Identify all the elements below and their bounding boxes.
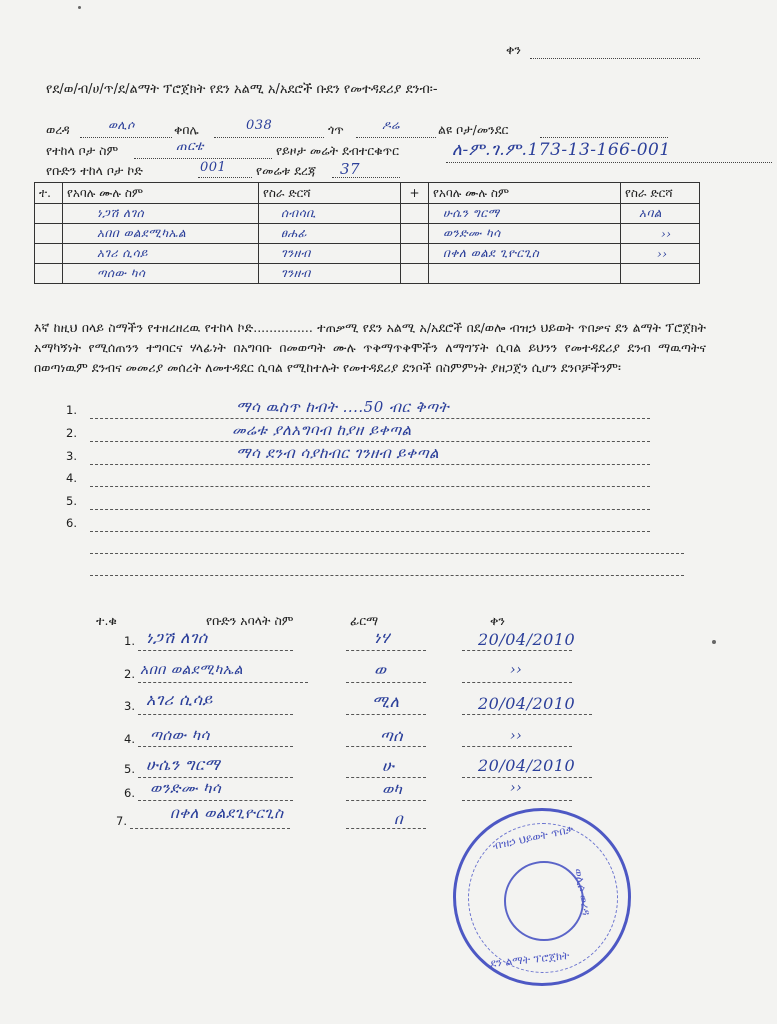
sign-date: ›› [510, 780, 523, 796]
sign-date: ›› [510, 728, 523, 744]
sign-date-line [462, 682, 572, 683]
sign-name-line [138, 650, 293, 651]
sign-name: ወንድሙ ካሳ [150, 779, 222, 797]
scan-speck [712, 640, 716, 644]
sign-date: 20/04/2010 [478, 630, 576, 649]
rule-number: 6. [66, 516, 77, 530]
sign-signature: ሁ [382, 756, 395, 775]
rule-text: መሬቱ ያለአግባብ ከያዘ ይቀጣል [232, 421, 412, 439]
rule-number: 5. [66, 494, 77, 508]
table-header-row [35, 183, 700, 204]
left-role: ሰብሳቢ [259, 204, 401, 224]
date-label: ቀን [506, 42, 521, 57]
land-grade-label: የመሬቱ ደረጃ [256, 163, 317, 178]
right-role: ›› [621, 244, 700, 264]
special-place-label: ልዩ ቦታ/መንደር [438, 122, 509, 137]
sign-signature: ነሃ [374, 628, 390, 647]
sign-no: 5. [124, 762, 135, 776]
sign-sig-line [346, 746, 426, 747]
holding-cert-line [446, 162, 772, 163]
sign-name: በቀለ ወልደጊዮርጊስ [170, 804, 284, 822]
land-grade-value: 37 [340, 160, 361, 178]
header-no: ተ. [35, 183, 63, 204]
group-code-value: 001 [200, 160, 227, 175]
sign-name: አበበ ወልደሚካኤል [140, 662, 244, 678]
sign-sig-line [346, 682, 426, 683]
rule-line [90, 486, 650, 487]
table-row [35, 204, 700, 224]
sign-signature: በ [394, 810, 404, 828]
agreement-paragraph: እኛ ከዚህ በላይ ስማችን የተዘረዘረዉ የተከላ ኮድ............... ተጠቃሚ የደን አልሚ አ/አደሮች በደ/ወሎ ብዝኃ ህይወት ጥበቃና ደን ልማት ፕሮጀክት አማካኝነት የሚሰጠንን ተግባርና ሃላፊነት በአግባቡ በመወጣት ሙሉ ጥቅማጥቅሞችን ለማግኘት ሲባል ይህንን የመተዳደሪያ ደንብ ማዉጣትና በወጣነዉም ደንብና መመሪያ መሰረት ለመተዳደር ሲባል የሚከተሉት የመተዳደሪያ ደንቦች በስምምነት ያዘጋጀን ሲሆን ደንቦቻችንም፡ [34, 320, 706, 375]
kebele-value: 038 [246, 118, 273, 133]
rule-line [90, 418, 650, 419]
holding-cert-value: ለ-ም.ገ.ም.173-13-166-001 [452, 140, 671, 160]
header-left-name: የአባሉ ሙሉ ስም [63, 183, 259, 204]
left-name: አበበ ወልደሚካኤል [63, 224, 259, 244]
woreda-value: ወሊሶ [108, 118, 135, 132]
sign-no: 3. [124, 699, 135, 713]
sign-name: አገሪ ሲሳይ [146, 690, 213, 709]
rule-line [90, 464, 650, 465]
sign-name-line [138, 800, 293, 801]
rule-text: ማሳ ዉስጥ ከብት ....50 ብር ቅጣት [236, 398, 450, 416]
sign-name-line [130, 828, 290, 829]
left-name: ነጋሽ ለገሰ [63, 204, 259, 224]
woreda-label: ወረዳ [46, 122, 70, 137]
rule-number: 4. [66, 471, 77, 485]
sign-signature: ሚለ [372, 692, 400, 711]
sign-date: ›› [510, 662, 523, 678]
rule-line [90, 531, 650, 532]
sign-date-line [462, 714, 592, 715]
header-right-role: የስራ ድርሻ [621, 183, 700, 204]
sign-date-line [462, 650, 572, 651]
kebele-line [214, 137, 324, 138]
left-role: ፀሐፊ [259, 224, 401, 244]
rule-line-extra [90, 575, 684, 576]
header-no-2: + [401, 183, 429, 204]
sign-date-line [462, 777, 592, 778]
sign-sig-line [346, 650, 426, 651]
sign-name: ነጋሽ ለገሰ [146, 628, 208, 647]
holding-cert-label: የይዞታ መሬት ደብተርቁጥር [276, 143, 400, 158]
sign-date: 20/04/2010 [478, 694, 576, 713]
rule-line-extra [90, 553, 684, 554]
sign-date-line [462, 746, 572, 747]
woreda-line [80, 137, 172, 138]
right-role [621, 264, 700, 284]
right-role: ›› [621, 224, 700, 244]
group-code-line [198, 177, 252, 178]
right-name: ወንድሙ ካሳ [429, 224, 621, 244]
sign-signature: ወካ [382, 780, 403, 798]
stamp-bottom-text: ደን ልማት ፕሮጀክት [489, 948, 570, 971]
right-name [429, 264, 621, 284]
header-right-name: የአባሉ ሙሉ ስም [429, 183, 621, 204]
kebele-label: ቀበሌ [174, 122, 199, 137]
site-name-value: ጠርቴ [176, 139, 204, 154]
right-role: አባል [621, 204, 700, 224]
right-name: ሁሴን ግርማ [429, 204, 621, 224]
sign-col-sign: ፊርማ [350, 613, 379, 628]
sign-no: 6. [124, 786, 135, 800]
sign-name: ጣሰው ካሳ [150, 726, 210, 744]
sign-no: 4. [124, 732, 135, 746]
header-left-role: የስራ ድርሻ [259, 183, 401, 204]
left-role: ገንዘብ [259, 264, 401, 284]
sign-sig-line [346, 714, 426, 715]
rule-number: 2. [66, 426, 77, 440]
sign-sig-line [346, 828, 426, 829]
got-line [356, 137, 436, 138]
stamp-top-text: ብዝኃ ህይወት ጥበቃ [491, 822, 575, 853]
group-code-label: የቡድን ተከላ ቦታ ኮድ [46, 163, 143, 178]
date-line [530, 58, 700, 59]
sign-signature: ወ [374, 660, 387, 679]
sign-col-no: ተ.ቁ [96, 613, 117, 628]
site-name-label: የተከላ ቦታ ስም [46, 143, 119, 158]
sign-name-line [138, 746, 293, 747]
document-title: የደ/ወ/ብ/ሀ/ጥ/ደ/ልማት ፕሮጀክት የደን አልሚ አ/አደሮች ቡደን የመተዳደሪያ ደንብ፡- [46, 82, 438, 97]
sign-sig-line [346, 800, 426, 801]
sign-name-line [138, 714, 293, 715]
official-stamp [453, 808, 631, 986]
sign-date-line [462, 800, 572, 801]
sign-name-line [138, 682, 308, 683]
scan-speck [78, 6, 81, 9]
left-name: አገሪ ሲሳይ [63, 244, 259, 264]
sign-no: 2. [124, 667, 135, 681]
right-name: በቀለ ወልደ ጊዮርጊስ [429, 244, 621, 264]
table-row [35, 264, 700, 284]
stamp-side-text: ወሊሶ ወረዳ [571, 867, 593, 917]
rule-line [90, 509, 650, 510]
sign-col-name: የቡድን አባላት ስም [206, 613, 294, 628]
left-name: ጣሰው ካሳ [63, 264, 259, 284]
sign-name: ሁሴን ግርማ [146, 755, 221, 774]
left-role: ገንዘብ [259, 244, 401, 264]
sign-signature: ጣሰ [380, 726, 404, 745]
rule-text: ማሳ ደንብ ሳያከብር ገንዘብ ይቀጣል [236, 444, 440, 462]
sign-date: 20/04/2010 [478, 756, 576, 775]
got-label: ጎጥ [328, 122, 344, 137]
table-row [35, 244, 700, 264]
sign-sig-line [346, 777, 426, 778]
sign-no: 7. [116, 814, 127, 828]
rule-line [90, 441, 650, 442]
members-table [34, 182, 700, 284]
got-value: ዶሬ [382, 118, 400, 132]
rule-number: 1. [66, 403, 77, 417]
sign-no: 1. [124, 634, 135, 648]
rule-number: 3. [66, 449, 77, 463]
table-row [35, 224, 700, 244]
special-place-line [540, 137, 668, 138]
site-name-line [134, 158, 272, 159]
sign-name-line [138, 777, 293, 778]
sign-col-date: ቀን [490, 613, 505, 628]
